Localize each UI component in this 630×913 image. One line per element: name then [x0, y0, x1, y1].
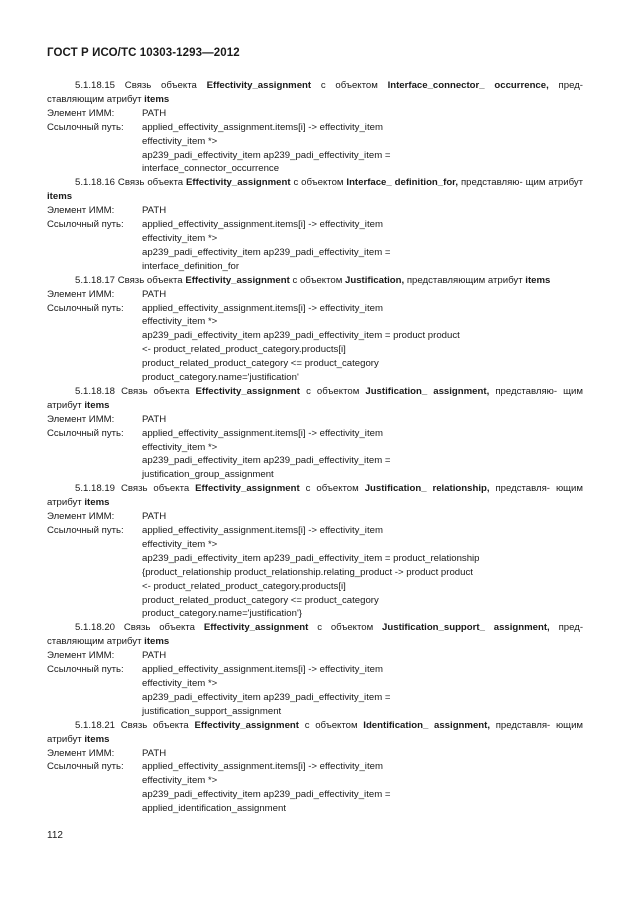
- title-text: представляю-: [460, 177, 523, 189]
- title-text: ющим атрибут: [47, 719, 584, 745]
- attribute-name: items: [47, 191, 73, 203]
- document-header: ГОСТ Р ИСО/ТС 10303-1293—2012: [47, 47, 240, 59]
- path-line: ap239_padi_effectivity_item ap239_padi_effectivity_item =: [142, 691, 391, 703]
- title-text: пред-: [558, 622, 584, 634]
- section-5-1-18-15: [47, 79, 583, 176]
- path-line: applied_effectivity_assignment.items[i] -> effectivity_item: [142, 302, 383, 314]
- section-title: [47, 719, 583, 747]
- title-text: Связь объекта: [117, 274, 183, 286]
- title-text: представляющим атрибут: [406, 274, 523, 286]
- title-text: Связь объекта: [120, 483, 190, 495]
- title-text: представля-: [495, 719, 551, 731]
- entity-name: Effectivity_assignment: [206, 80, 312, 91]
- section-title: [47, 176, 583, 204]
- title-text: Связь объекта: [123, 622, 195, 634]
- path-line: {product_relationship product_relationship.relating_product -> product product: [142, 566, 473, 578]
- element-value: PATH: [142, 205, 167, 217]
- title-text: ющим атрибут: [47, 483, 584, 509]
- entity-name: Effectivity_assignment: [185, 274, 290, 286]
- path-line: ap239_padi_effectivity_item ap239_padi_effectivity_item =: [142, 455, 391, 467]
- title-text: с объектом: [306, 385, 360, 397]
- entity-name: Effectivity_assignment: [195, 385, 300, 397]
- title-text: представляю-: [495, 385, 558, 397]
- title-text: представля-: [495, 483, 551, 495]
- section-title: [47, 385, 583, 413]
- path-label: Ссылочный путь:: [47, 525, 124, 536]
- path-row: [47, 302, 583, 316]
- title-text: Связь объекта: [120, 719, 189, 731]
- path-label: Ссылочный путь:: [47, 219, 124, 231]
- section-5-1-18-17: [47, 274, 583, 385]
- section-number: 5.1.18.15: [75, 80, 116, 91]
- path-line: effectivity_item *>: [142, 538, 218, 550]
- path-row: [47, 524, 583, 538]
- path-label: Ссылочный путь:: [47, 761, 124, 773]
- entity-name: Effectivity_assignment: [203, 622, 309, 634]
- path-line: effectivity_item *>: [142, 775, 218, 787]
- element-label: Элемент ИММ:: [47, 511, 115, 523]
- path-line: effectivity_item *>: [142, 232, 218, 244]
- path-line: interface_connector_occurrence: [142, 163, 280, 175]
- title-text: Связь объекта: [124, 80, 197, 91]
- title-text: с объектом: [304, 719, 358, 731]
- element-value: PATH: [142, 511, 167, 523]
- path-line: applied_effectivity_assignment.items[i] -> effectivity_item: [142, 427, 383, 439]
- path-row: [47, 121, 583, 135]
- target-entity-name: Justification_support_ assignment,: [382, 622, 550, 634]
- path-label: Ссылочный путь:: [47, 121, 124, 133]
- element-row: [47, 288, 583, 302]
- path-line: effectivity_item *>: [142, 135, 218, 147]
- title-text: с объектом: [292, 274, 343, 286]
- element-value: PATH: [142, 413, 167, 425]
- element-label: Элемент ИММ:: [47, 107, 115, 119]
- entity-name: Effectivity_assignment: [194, 719, 299, 731]
- path-line: ap239_padi_effectivity_item ap239_padi_effectivity_item = product_relationship: [142, 552, 480, 564]
- title-text: щим атрибут: [47, 385, 583, 411]
- element-row: [47, 510, 583, 524]
- attribute-name: items: [84, 497, 110, 509]
- path-line: applied_effectivity_assignment.items[i] -> effectivity_item: [142, 761, 383, 773]
- element-row: [47, 107, 583, 121]
- section-5-1-18-19: [47, 482, 583, 621]
- path-line: ap239_padi_effectivity_item ap239_padi_effectivity_item =: [142, 246, 391, 258]
- title-text: с объектом: [293, 177, 344, 189]
- element-label: Элемент ИММ:: [47, 413, 115, 425]
- entity-name: Effectivity_assignment: [186, 177, 291, 189]
- section-number: 5.1.18.19: [75, 483, 116, 495]
- element-row: [47, 747, 583, 761]
- section-5-1-18-21: [47, 719, 583, 816]
- section-number: 5.1.18.21: [75, 719, 116, 731]
- element-value: PATH: [142, 288, 167, 300]
- section-5-1-18-18: [47, 385, 583, 482]
- element-value: PATH: [142, 650, 167, 662]
- path-line: product_category.name='justification': [142, 372, 299, 384]
- path-line: effectivity_item *>: [142, 677, 218, 689]
- attribute-name: items: [525, 274, 551, 286]
- path-label: Ссылочный путь:: [47, 664, 124, 676]
- target-entity-name: Interface_connector_ occurrence,: [387, 80, 549, 91]
- section-5-1-18-16: [47, 176, 583, 273]
- page-number: 112: [47, 830, 63, 841]
- path-line: applied_effectivity_assignment.items[i] -> effectivity_item: [142, 121, 383, 133]
- path-line: applied_effectivity_assignment.items[i] -> effectivity_item: [142, 219, 383, 231]
- path-line: justification_group_assignment: [142, 469, 274, 481]
- title-text: с объектом: [320, 80, 378, 91]
- element-label: Элемент ИММ:: [47, 747, 115, 759]
- path-row: [47, 760, 583, 774]
- section-number: 5.1.18.18: [75, 385, 116, 397]
- path-row: [47, 427, 583, 441]
- path-line: effectivity_item *>: [142, 441, 218, 453]
- path-line: interface_definition_for: [142, 260, 240, 272]
- element-value: PATH: [142, 747, 167, 759]
- title-text: с объектом: [317, 622, 374, 634]
- title-text: ставляющим атрибут: [47, 93, 142, 105]
- section-number: 5.1.18.20: [75, 622, 116, 634]
- path-line: product_category.name='justification'}: [142, 608, 303, 620]
- target-entity-name: Identification_ assignment,: [363, 719, 490, 731]
- path-label: Ссылочный путь:: [47, 427, 124, 439]
- title-text: ставляющим атрибут: [47, 636, 142, 648]
- element-row: [47, 204, 583, 218]
- path-line: ap239_padi_effectivity_item ap239_padi_effectivity_item =: [142, 789, 391, 801]
- path-line: ap239_padi_effectivity_item ap239_padi_effectivity_item =: [142, 149, 391, 161]
- target-entity-name: Justification_ assignment,: [365, 385, 490, 397]
- element-label: Элемент ИММ:: [47, 650, 115, 662]
- section-title: [47, 274, 583, 288]
- section-title: [47, 79, 583, 107]
- element-value: PATH: [142, 107, 167, 119]
- path-line: product_related_product_category <= product_category: [142, 358, 379, 370]
- section-title: [47, 621, 583, 649]
- element-row: [47, 413, 583, 427]
- path-row: [47, 218, 583, 232]
- section-5-1-18-20: [47, 621, 583, 718]
- path-line: applied_identification_assignment: [142, 803, 287, 815]
- path-row: [47, 663, 583, 677]
- attribute-name: items: [84, 733, 110, 745]
- path-line: ap239_padi_effectivity_item ap239_padi_effectivity_item = product product: [142, 330, 460, 342]
- path-line: applied_effectivity_assignment.items[i] -> effectivity_item: [142, 525, 383, 536]
- title-text: пред-: [558, 80, 583, 91]
- path-line: <- product_related_product_category.products[i]: [142, 344, 346, 356]
- section-number: 5.1.18.17: [75, 274, 116, 286]
- target-entity-name: Justification,: [345, 274, 405, 286]
- path-line: applied_effectivity_assignment.items[i] -> effectivity_item: [142, 664, 383, 676]
- section-number: 5.1.18.16: [75, 177, 116, 189]
- path-line: product_related_product_category <= product_category: [142, 594, 379, 606]
- title-text: Связь объекта: [121, 385, 190, 397]
- path-line: effectivity_item *>: [142, 316, 218, 328]
- target-entity-name: Interface_ definition_for,: [346, 177, 459, 189]
- path-line: justification_support_assignment: [142, 705, 282, 717]
- title-text: Связь объекта: [117, 177, 184, 189]
- section-title: [47, 482, 583, 510]
- path-label: Ссылочный путь:: [47, 302, 124, 314]
- title-text: щим атрибут: [525, 177, 584, 189]
- attribute-name: items: [144, 93, 170, 105]
- attribute-name: items: [144, 636, 170, 648]
- attribute-name: items: [84, 399, 110, 411]
- element-row: [47, 649, 583, 663]
- target-entity-name: Justification_ relationship,: [364, 483, 490, 495]
- entity-name: Effectivity_assignment: [195, 483, 300, 495]
- document-body: [47, 79, 583, 816]
- path-line: <- product_related_product_category.products[i]: [142, 580, 346, 592]
- title-text: с объектом: [305, 483, 359, 495]
- element-label: Элемент ИММ:: [47, 205, 115, 217]
- element-label: Элемент ИММ:: [47, 288, 115, 300]
